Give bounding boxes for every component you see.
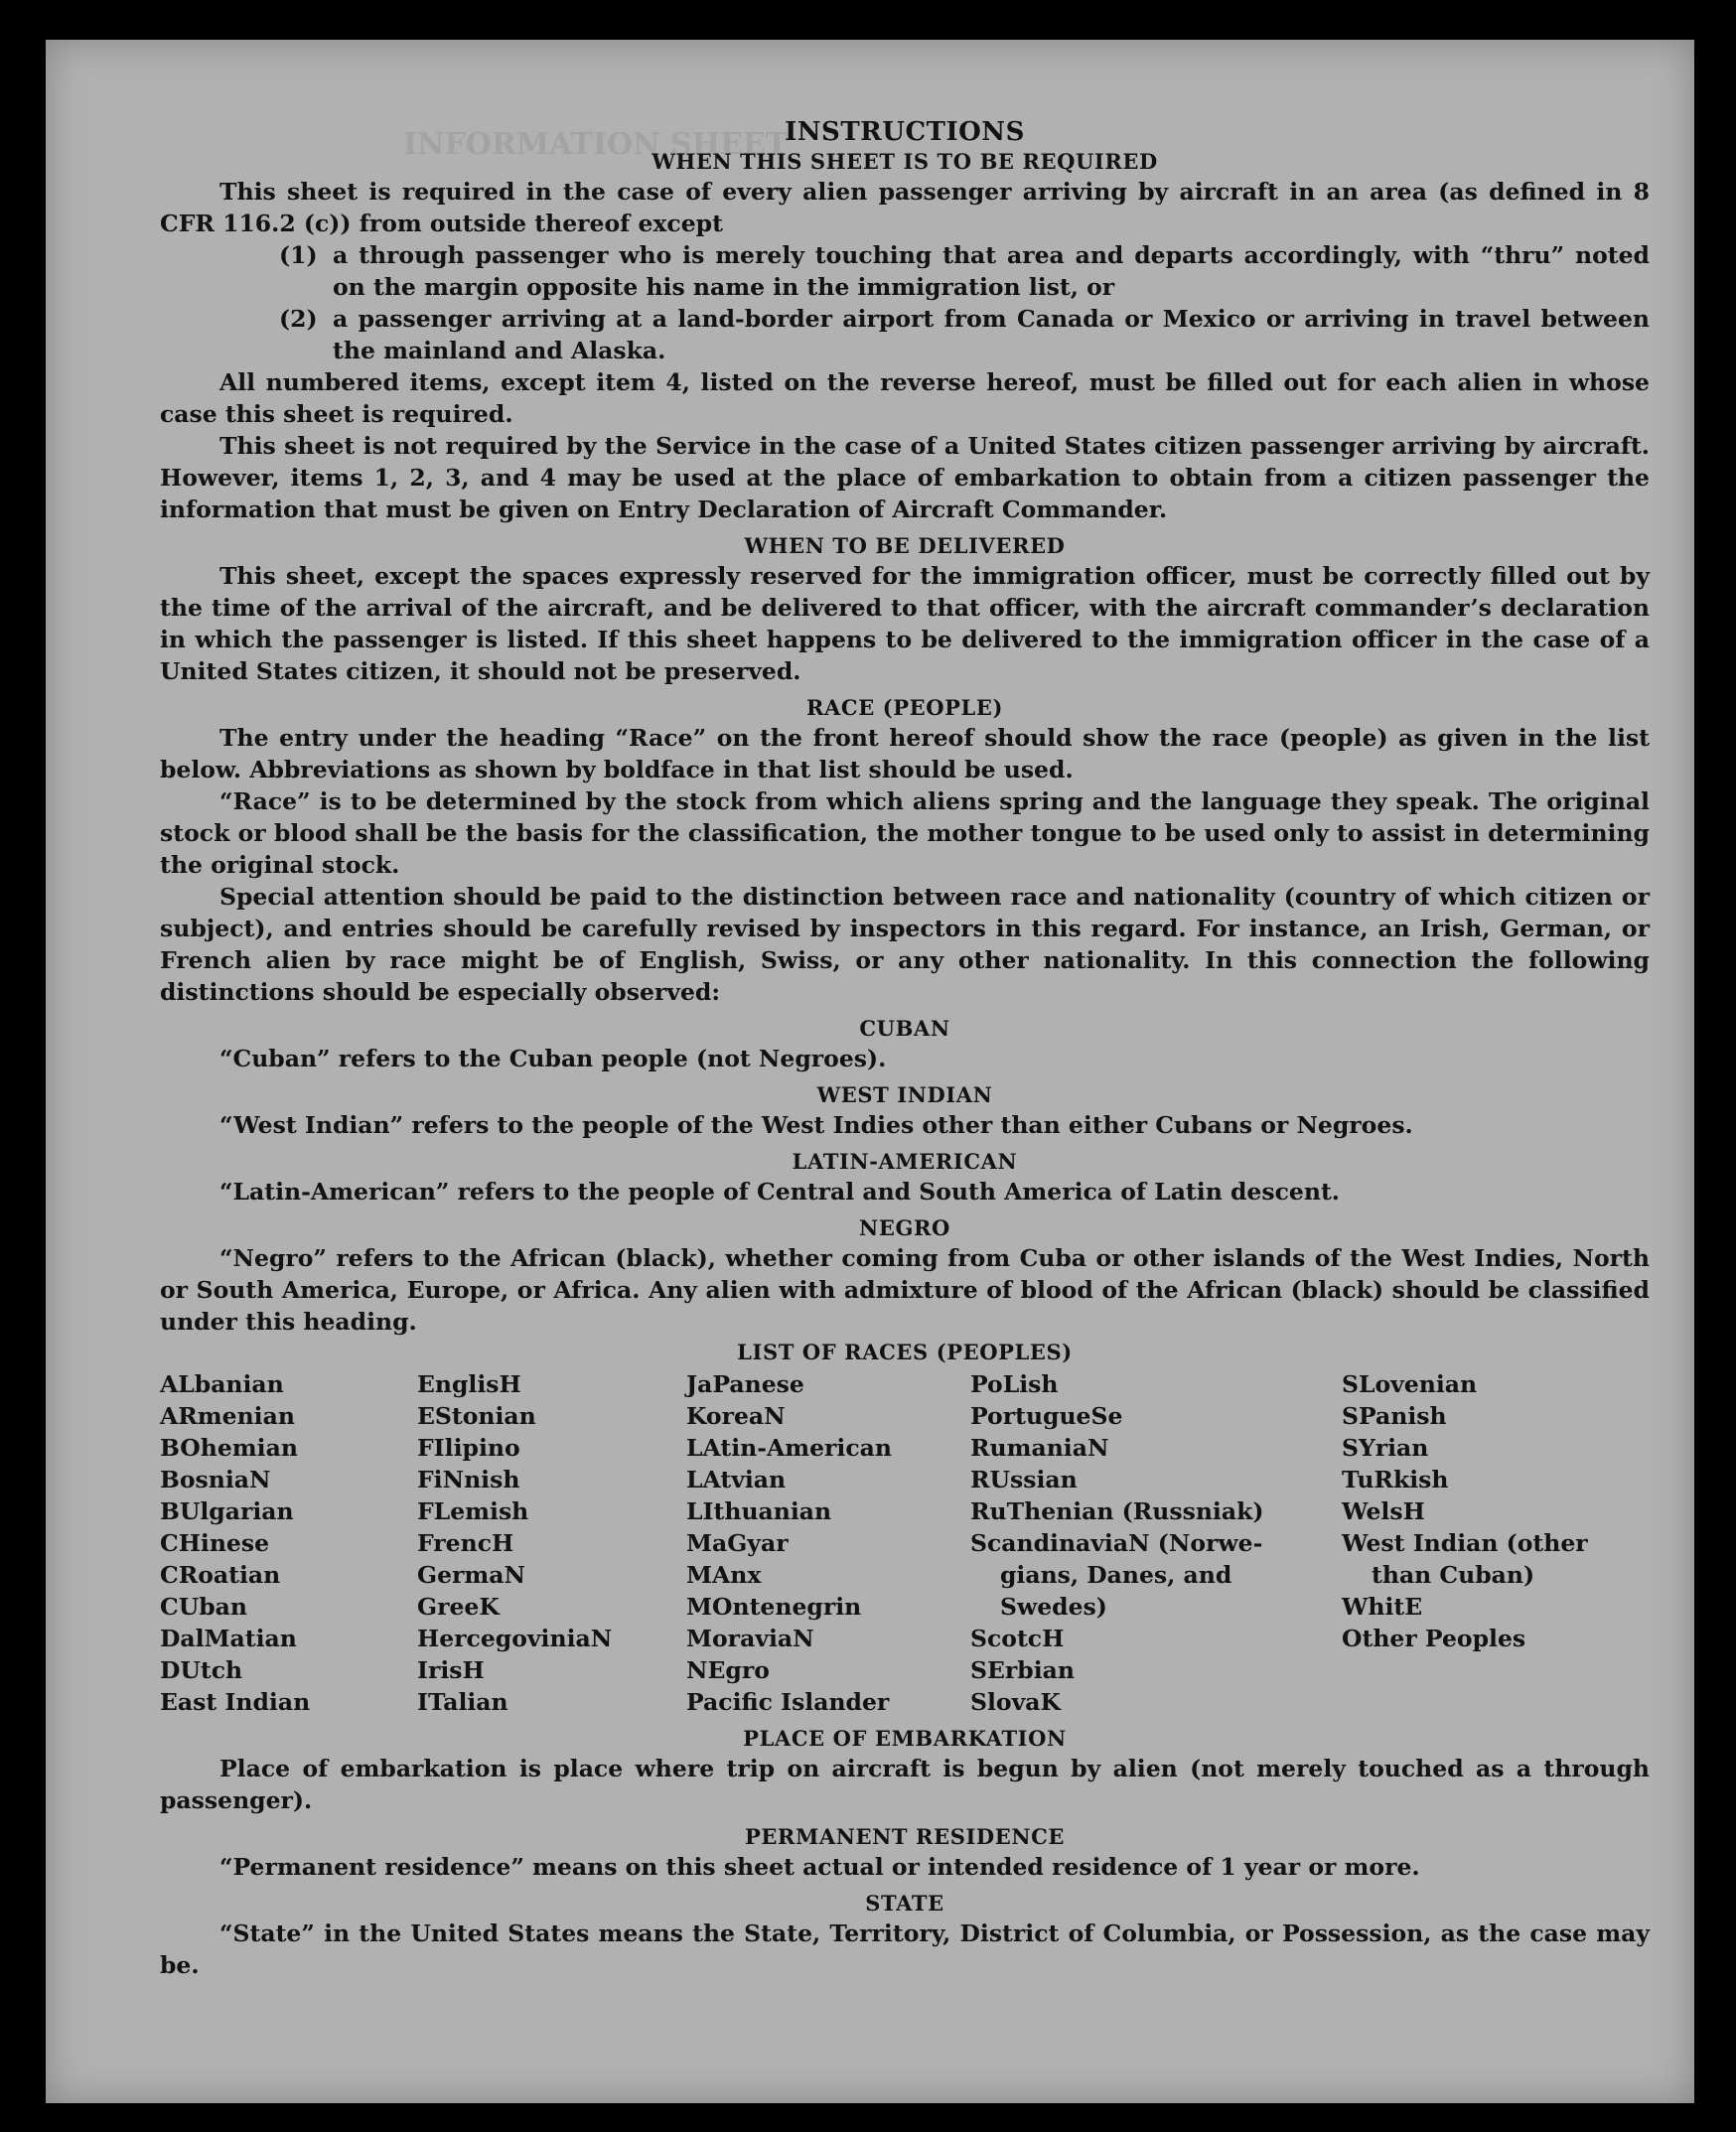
race-item: ITalian: [417, 1688, 508, 1716]
race-item: CUban: [160, 1593, 247, 1621]
when-required-title: WHEN THIS SHEET IS TO BE REQUIRED: [651, 149, 1158, 174]
race-item: ALbanian: [160, 1370, 284, 1398]
race-item: DalMatian: [160, 1625, 297, 1652]
instructions-content: [160, 117, 1650, 1981]
race-item: LAtin-American: [686, 1434, 892, 1462]
race-item: than Cuban): [1372, 1561, 1535, 1589]
race-item: SPanish: [1342, 1402, 1447, 1430]
race-item: GreeK: [417, 1593, 500, 1621]
race-item: BUlgarian: [160, 1497, 294, 1525]
race-item: ScandinaviaN (Norwe-: [970, 1529, 1263, 1557]
race-item: NEgro: [686, 1656, 770, 1684]
race-item: EnglisH: [417, 1370, 521, 1398]
race-item: FiNnish: [417, 1466, 520, 1493]
race-item: LAtvian: [686, 1466, 787, 1493]
race-item: CHinese: [160, 1529, 270, 1557]
race-column-1: [160, 1368, 417, 1718]
negro-body: “Negro” refers to the African (black), whether coming from Cuba or other islands of the West Indies, North or South America, Europe, or Africa. Any alien with admixture of blood of the African (black) should be classified under this heading.: [160, 1244, 1650, 1336]
race-item: FrencH: [417, 1529, 514, 1557]
embarkation-title: PLACE OF EMBARKATION: [743, 1726, 1067, 1751]
race-item: ARmenian: [160, 1402, 295, 1430]
race-paragraph-2: “Race” is to be determined by the stock from which aliens spring and the language they speak. The original stock or blood shall be the basis for the classification, the mother tongue to be used only to assist in determining the original stock.: [160, 787, 1650, 879]
exception-1: [160, 239, 1650, 303]
race-column-5: [1342, 1368, 1600, 1718]
list-of-races-title: LIST OF RACES (PEOPLES): [737, 1340, 1073, 1364]
exception-2-text: a passenger arriving at a land-border airport from Canada or Mexico or arriving in travel between the mainland and Alaska.: [333, 305, 1650, 364]
race-item: TuRkish: [1342, 1466, 1449, 1493]
embarkation-body: Place of embarkation is place where trip on aircraft is begun by alien (not merely touched as a through passenger).: [160, 1755, 1650, 1814]
when-delivered-title: WHEN TO BE DELIVERED: [744, 533, 1066, 558]
race-item: FIlipino: [417, 1434, 520, 1462]
race-item: CRoatian: [160, 1561, 281, 1589]
race-item: Swedes): [1000, 1593, 1107, 1621]
when-required-intro: This sheet is required in the case of every alien passenger arriving by aircraft in an area (as defined in 8 CFR 116.2 (c)) from outside thereof except: [160, 178, 1650, 237]
race-title: RACE (PEOPLE): [805, 695, 1004, 720]
cuban-body: “Cuban” refers to the Cuban people (not Negroes).: [219, 1045, 887, 1072]
latin-american-title: LATIN-AMERICAN: [792, 1149, 1018, 1174]
race-item: BosniaN: [160, 1466, 271, 1493]
race-item: MAnx: [686, 1561, 762, 1589]
race-column-2: [417, 1368, 686, 1718]
latin-american-body: “Latin-American” refers to the people of Central and South America of Latin descent.: [219, 1178, 1340, 1206]
state-body: “State” in the United States means the State, Territory, District of Columbia, or Possession, as the case may be.: [160, 1919, 1650, 1979]
race-item: SYrian: [1342, 1434, 1429, 1462]
west-indian-title: WEST INDIAN: [816, 1082, 993, 1107]
race-item: RUssian: [970, 1466, 1078, 1493]
race-column-3: [686, 1368, 970, 1718]
race-item: gians, Danes, and: [1000, 1561, 1232, 1589]
race-item: ScotcH: [970, 1625, 1065, 1652]
race-item: GermaN: [417, 1561, 525, 1589]
race-item: KoreaN: [686, 1402, 786, 1430]
race-paragraph-3: Special attention should be paid to the distinction between race and nationality (country of which citizen or subject), and entries should be carefully revised by inspectors in this regard. For instance, an Irish, German, or French alien by race might be of English, Swiss, or any other nationality. In this connection the following distinctions should be especially observed:: [160, 883, 1650, 1006]
bleed-through-text: INFORMATION SHEET: [403, 127, 789, 162]
race-item: East Indian: [160, 1688, 311, 1716]
race-paragraph-1: The entry under the heading “Race” on the front hereof should show the race (people) as given in the list below. Abbreviations as shown by boldface in that list should be used.: [160, 724, 1650, 783]
race-item: SLovenian: [1342, 1370, 1478, 1398]
exception-2-number: (2): [279, 305, 318, 333]
document-page: [46, 40, 1694, 2103]
race-item: JaPanese: [686, 1370, 804, 1398]
race-item: SlovaK: [970, 1688, 1061, 1716]
race-item: WelsH: [1342, 1497, 1425, 1525]
race-item: SErbian: [970, 1656, 1075, 1684]
race-item: DUtch: [160, 1656, 243, 1684]
race-item: MoraviaN: [686, 1625, 814, 1652]
race-item: WhitE: [1342, 1593, 1423, 1621]
residence-title: PERMANENT RESIDENCE: [744, 1824, 1066, 1849]
race-column-4: [970, 1368, 1342, 1718]
cuban-title: CUBAN: [859, 1016, 950, 1041]
instructions-heading: INSTRUCTIONS: [785, 117, 1025, 147]
when-delivered-body: This sheet, except the spaces expressly reserved for the immigration officer, must be correctly filled out by the time of the arrival of the aircraft, and be delivered to that officer, with the aircraft commander’s declaration in which the passenger is listed. If this sheet happens to be delivered to the immigration officer in the case of a United States citizen, it should not be preserved.: [160, 562, 1650, 685]
exception-1-text: a through passenger who is merely touching that area and departs accordingly, with “thru” noted on the margin opposite his name in the immigration list, or: [333, 241, 1650, 301]
race-item: FLemish: [417, 1497, 529, 1525]
race-item: PortugueSe: [970, 1402, 1123, 1430]
race-item: EStonian: [417, 1402, 536, 1430]
west-indian-body: “West Indian” refers to the people of the West Indies other than either Cubans or Negroes.: [219, 1111, 1413, 1139]
race-item: LIthuanian: [686, 1497, 832, 1525]
negro-title: NEGRO: [859, 1215, 950, 1240]
race-item: RumaniaN: [970, 1434, 1109, 1462]
list-of-races: [160, 1368, 1650, 1718]
race-item: Pacific Islander: [686, 1688, 890, 1716]
race-item: MOntenegrin: [686, 1593, 862, 1621]
exception-1-number: (1): [279, 241, 318, 269]
race-item: PoLish: [970, 1370, 1059, 1398]
numbered-items-paragraph: All numbered items, except item 4, listed on the reverse hereof, must be filled out for each alien in whose case this sheet is required.: [160, 368, 1650, 428]
exception-2: [160, 303, 1650, 366]
race-item: West Indian (other: [1342, 1529, 1588, 1557]
state-title: STATE: [865, 1891, 944, 1916]
race-item: BOhemian: [160, 1434, 298, 1462]
citizen-paragraph: This sheet is not required by the Service in the case of a United States citizen passenger arriving by aircraft. However, items 1, 2, 3, and 4 may be used at the place of embarkation to obtain from a citizen passenger the information that must be given on Entry Declaration of Aircraft Commander.: [160, 432, 1650, 523]
race-item: RuThenian (Russniak): [970, 1497, 1264, 1525]
race-item: Other Peoples: [1342, 1625, 1526, 1652]
race-item: MaGyar: [686, 1529, 789, 1557]
residence-body: “Permanent residence” means on this sheet actual or intended residence of 1 year or more.: [219, 1853, 1420, 1881]
race-item: IrisH: [417, 1656, 485, 1684]
race-item: HercegoviniaN: [417, 1625, 613, 1652]
